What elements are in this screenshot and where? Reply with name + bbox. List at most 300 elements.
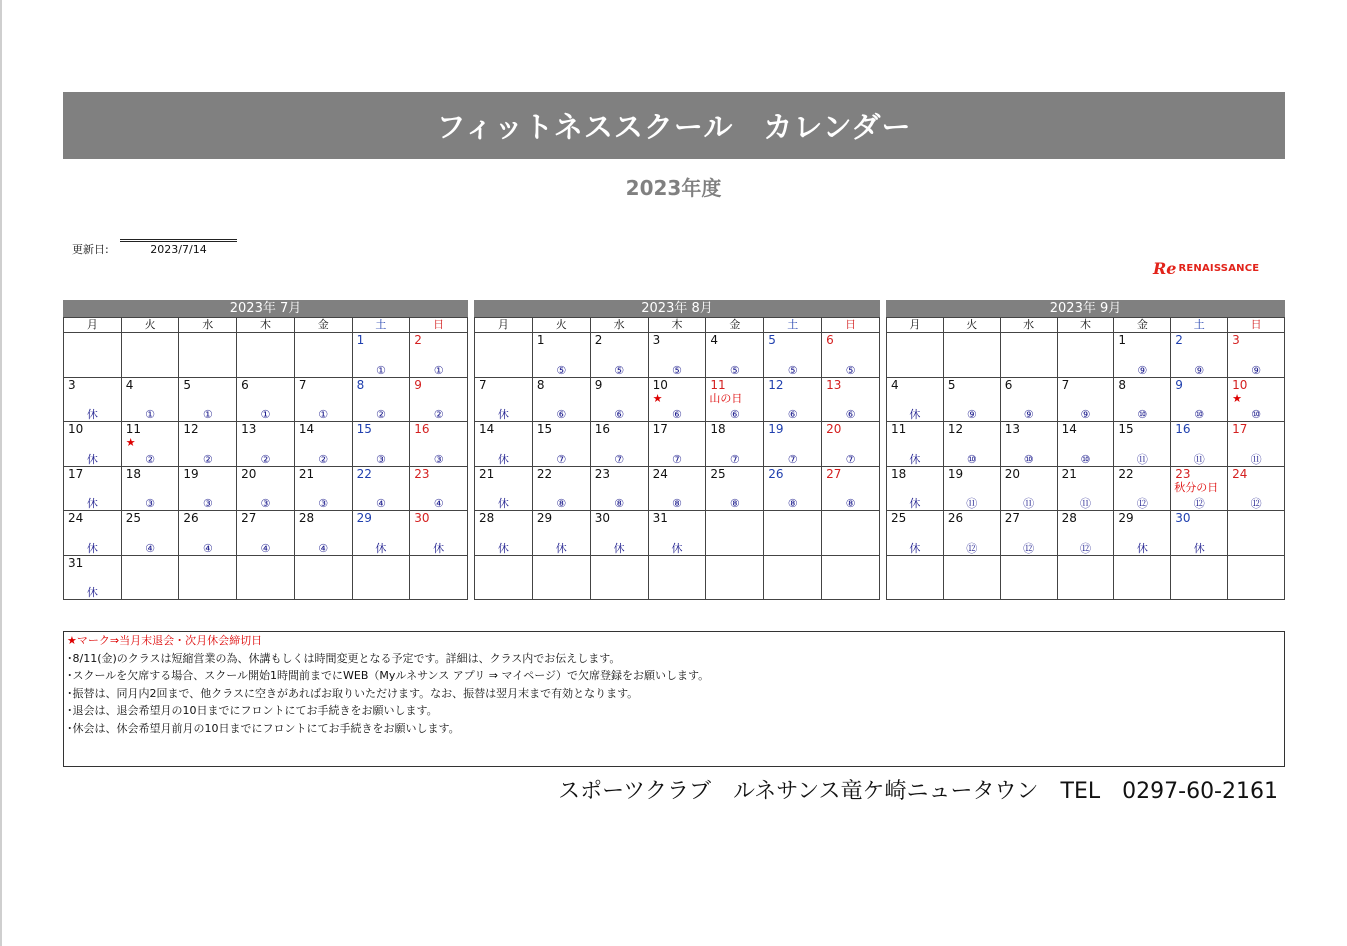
day-number: 16: [1175, 422, 1191, 436]
deadline-star-icon: ★: [652, 391, 663, 405]
day-cell: [64, 511, 122, 556]
class-mark: 休: [671, 541, 683, 555]
day-cell: [1228, 467, 1285, 512]
class-mark: ⑨: [966, 408, 977, 421]
day-number: 9: [1175, 377, 1183, 392]
day-number: 12: [768, 377, 784, 392]
class-mark: ③: [202, 497, 213, 510]
day-number: 30: [1175, 511, 1191, 525]
class-mark: ④: [433, 497, 444, 510]
weekday-header: [474, 317, 880, 333]
weekday-label: 金: [706, 318, 764, 333]
day-number: 26: [768, 466, 784, 481]
day-number: 29: [1118, 511, 1134, 525]
day-number: 27: [826, 466, 842, 481]
weekday-label: 土: [764, 318, 822, 333]
calendar-month: [474, 300, 880, 600]
day-number: 15: [1118, 422, 1134, 436]
day-number: 18: [710, 422, 726, 436]
day-cell: [179, 511, 237, 556]
day-number: 17: [1232, 422, 1248, 436]
month-grid: [63, 333, 468, 600]
day-cell: [533, 556, 591, 601]
class-mark: ②: [433, 408, 444, 421]
day-number: 6: [241, 377, 249, 392]
weekday-label: 火: [122, 318, 180, 333]
class-mark: ⑧: [729, 497, 740, 510]
day-number: 2: [414, 333, 422, 347]
day-number: 13: [241, 422, 257, 436]
day-cell: [410, 422, 468, 467]
class-mark: ⑦: [672, 452, 682, 466]
day-cell: [64, 422, 122, 467]
day-cell: [353, 378, 411, 423]
day-cell: [237, 511, 295, 556]
day-cell: [944, 422, 1001, 467]
day-number: 16: [594, 422, 610, 436]
class-mark: 休: [497, 497, 509, 510]
class-mark: 休: [375, 541, 387, 555]
class-mark: ⑦: [845, 452, 856, 466]
day-number: 27: [1004, 511, 1020, 525]
day-number: 23: [1175, 466, 1191, 481]
day-number: 7: [1061, 377, 1070, 392]
day-cell: [1114, 378, 1171, 423]
class-mark: ⑦: [556, 452, 567, 466]
day-number: 17: [652, 422, 668, 436]
class-mark: ⑤: [556, 363, 567, 377]
day-cell: [822, 378, 880, 423]
class-mark: 休: [555, 541, 567, 555]
day-number: 29: [356, 511, 372, 525]
weekday-label: 土: [1171, 318, 1228, 333]
class-mark: 休: [909, 408, 921, 421]
day-number: 28: [1061, 511, 1077, 525]
class-mark: ③: [433, 452, 444, 466]
class-mark: ⑩: [1023, 452, 1034, 466]
day-cell: [1001, 511, 1058, 556]
day-number: 23: [594, 466, 610, 481]
class-mark: ⑧: [672, 497, 682, 510]
day-cell: [706, 467, 764, 512]
weekday-label: 水: [1001, 318, 1058, 333]
weekday-label: 月: [887, 318, 944, 333]
calendar-month: [886, 300, 1285, 600]
day-cell: [822, 333, 880, 378]
class-mark: ⑤: [672, 363, 682, 377]
day-cell: [887, 422, 944, 467]
day-cell: [533, 422, 591, 467]
class-mark: ⑫: [1250, 497, 1262, 510]
day-cell: [179, 378, 237, 423]
day-cell: [353, 422, 411, 467]
day-cell: [410, 556, 468, 601]
class-mark: ⑪: [966, 497, 978, 510]
day-cell: [1058, 556, 1115, 601]
day-cell: [122, 511, 180, 556]
day-number: 11: [125, 422, 141, 436]
class-mark: 休: [1136, 541, 1148, 555]
day-cell: [944, 511, 1001, 556]
month-title: 2023年 7月: [63, 300, 468, 317]
weekday-label: 土: [353, 318, 411, 333]
class-mark: ⑪: [1023, 497, 1035, 510]
day-number: 1: [1118, 333, 1127, 347]
day-cell: [822, 422, 880, 467]
day-number: 7: [298, 377, 307, 392]
class-mark: 休: [497, 541, 509, 555]
day-cell: [591, 378, 649, 423]
day-number: 23: [414, 466, 430, 481]
day-cell: [122, 422, 180, 467]
day-cell: [706, 556, 764, 601]
class-mark: ④: [375, 497, 386, 510]
class-mark: 休: [86, 497, 98, 510]
day-cell: [295, 511, 353, 556]
day-cell: [353, 467, 411, 512]
deadline-star-icon: ★: [125, 436, 136, 449]
day-number: 29: [536, 511, 553, 525]
day-number: 10: [652, 377, 668, 392]
page-edge: [0, 0, 2, 946]
day-cell: [944, 378, 1001, 423]
day-cell: [764, 467, 822, 512]
day-cell: [822, 556, 880, 601]
day-cell: [122, 467, 180, 512]
day-number: 28: [298, 511, 315, 525]
day-cell: [944, 556, 1001, 601]
note-line: ･退会は、退会希望月の10日までにフロントにてお手続きをお願いします。: [67, 704, 438, 718]
day-cell: [591, 511, 649, 556]
day-number: 19: [768, 422, 784, 436]
day-number: 18: [125, 466, 141, 481]
class-mark: 休: [86, 452, 98, 466]
class-mark: ②: [260, 452, 271, 466]
day-cell: [353, 556, 411, 601]
note-line: ･休会は、休会希望月前月の10日までにフロントにてお手続きをお願いします。: [67, 721, 460, 735]
class-mark: ⑫: [966, 541, 978, 555]
day-number: 8: [536, 377, 545, 392]
class-mark: ①: [318, 408, 329, 421]
class-mark: ③: [145, 497, 155, 510]
day-number: 24: [652, 466, 668, 481]
month-title: 2023年 9月: [886, 300, 1285, 317]
day-cell: [1001, 378, 1058, 423]
class-mark: ④: [145, 541, 155, 555]
weekday-label: 木: [649, 318, 707, 333]
day-cell: [122, 333, 180, 378]
day-number: 26: [183, 511, 199, 525]
day-cell: [1228, 511, 1285, 556]
renaissance-logo: [1153, 259, 1259, 278]
weekday-label: 水: [591, 318, 649, 333]
day-cell: [649, 333, 707, 378]
class-mark: ⑤: [729, 363, 740, 377]
day-number: 6: [826, 333, 834, 347]
holiday-label: 山の日: [709, 391, 743, 405]
day-cell: [179, 467, 237, 512]
day-cell: [944, 333, 1001, 378]
weekday-label: 月: [475, 318, 533, 333]
day-number: 20: [1004, 466, 1020, 481]
day-cell: [764, 333, 822, 378]
class-mark: ⑥: [845, 408, 856, 421]
weekday-label: 月: [64, 318, 122, 333]
day-cell: [237, 378, 295, 423]
class-mark: ⑧: [787, 497, 798, 510]
class-mark: ⑤: [787, 363, 798, 377]
day-cell: [179, 422, 237, 467]
day-number: 6: [1004, 377, 1013, 392]
star-note: ★マーク⇒当月末退会・次月休会締切日: [67, 634, 263, 647]
day-cell: [1171, 333, 1228, 378]
day-number: 1: [536, 333, 545, 347]
day-number: 5: [768, 333, 776, 347]
day-cell: [1058, 333, 1115, 378]
class-mark: ①: [260, 408, 271, 421]
class-mark: ③: [375, 452, 386, 466]
day-cell: [706, 511, 764, 556]
class-mark: ⑨: [1251, 363, 1261, 377]
day-number: 18: [891, 466, 907, 481]
day-number: 13: [1004, 422, 1020, 436]
day-number: 30: [414, 511, 430, 525]
day-cell: [1114, 467, 1171, 512]
day-cell: [591, 422, 649, 467]
day-number: 21: [298, 466, 315, 481]
day-number: 3: [68, 377, 76, 392]
weekday-label: 金: [295, 318, 353, 333]
class-mark: 休: [613, 541, 625, 555]
class-mark: ⑨: [1080, 408, 1091, 421]
day-cell: [237, 467, 295, 512]
class-mark: ⑪: [1079, 497, 1091, 510]
day-number: 20: [241, 466, 257, 481]
class-mark: ⑪: [1136, 452, 1148, 466]
class-mark: 休: [86, 408, 98, 421]
class-mark: 休: [86, 586, 98, 599]
day-cell: [1001, 422, 1058, 467]
day-number: 28: [479, 511, 495, 525]
day-cell: [1058, 467, 1115, 512]
day-number: 21: [1061, 466, 1077, 481]
day-cell: [295, 467, 353, 512]
day-cell: [410, 511, 468, 556]
day-cell: [237, 422, 295, 467]
day-cell: [295, 333, 353, 378]
weekday-label: 日: [410, 318, 468, 333]
day-cell: [353, 333, 411, 378]
class-mark: ④: [202, 541, 213, 555]
day-cell: [591, 333, 649, 378]
day-number: 15: [536, 422, 553, 436]
day-cell: [887, 511, 944, 556]
day-number: 22: [356, 466, 372, 481]
class-mark: ⑥: [787, 408, 798, 421]
day-cell: [1058, 511, 1115, 556]
class-mark: ⑪: [1193, 452, 1205, 466]
month-grid: [474, 333, 880, 600]
day-cell: [533, 378, 591, 423]
day-number: 30: [594, 511, 610, 525]
class-mark: ⑨: [1194, 363, 1205, 377]
day-cell: [295, 556, 353, 601]
day-cell: [649, 511, 707, 556]
class-mark: ⑫: [1023, 541, 1035, 555]
day-cell: [122, 378, 180, 423]
note-line: ･振替は、同月内2回まで、他クラスに空きがあればお取りいただけます。なお、振替は翌月末まで有効となります。: [67, 686, 639, 700]
class-mark: ⑧: [614, 497, 625, 510]
day-cell: [1171, 511, 1228, 556]
class-mark: ⑥: [556, 408, 567, 421]
day-cell: [822, 467, 880, 512]
class-mark: ⑦: [614, 452, 625, 466]
class-mark: 休: [433, 541, 445, 555]
note-line: ･8/11(金)のクラスは短縮営業の為、休講もしくは時間変更となる予定です。詳細は、クラス内でお伝えします。: [67, 651, 621, 665]
weekday-label: 火: [944, 318, 1001, 333]
day-number: 16: [414, 422, 430, 436]
day-cell: [475, 378, 533, 423]
class-mark: 休: [909, 541, 921, 555]
day-number: 31: [68, 555, 84, 570]
day-number: 25: [125, 511, 141, 525]
class-mark: ③: [318, 497, 329, 510]
day-number: 5: [183, 377, 192, 392]
class-mark: 休: [86, 541, 98, 555]
day-cell: [1228, 556, 1285, 601]
class-mark: ⑫: [1193, 497, 1205, 510]
weekday-label: 日: [822, 318, 880, 333]
day-cell: [1058, 422, 1115, 467]
updated-date: 2023/7/14: [120, 239, 237, 256]
class-mark: ⑩: [1194, 408, 1205, 421]
page-title: フィットネススクール カレンダー: [436, 110, 912, 144]
day-cell: [887, 333, 944, 378]
day-cell: [764, 422, 822, 467]
day-cell: [410, 467, 468, 512]
day-number: 14: [298, 422, 315, 436]
calendar-month: [63, 300, 468, 600]
class-mark: ①: [433, 363, 444, 377]
day-cell: [706, 378, 764, 423]
day-cell: [706, 333, 764, 378]
day-number: 7: [479, 377, 487, 392]
day-number: 8: [1118, 377, 1127, 392]
class-mark: ⑤: [614, 363, 625, 377]
class-mark: ⑩: [966, 452, 977, 466]
day-number: 22: [536, 466, 553, 481]
day-cell: [410, 378, 468, 423]
day-number: 25: [891, 511, 907, 525]
weekday-label: 火: [533, 318, 591, 333]
day-cell: [64, 467, 122, 512]
day-cell: [64, 556, 122, 601]
month-grid: [886, 333, 1285, 600]
day-cell: [764, 556, 822, 601]
weekday-label: 日: [1228, 318, 1285, 333]
day-cell: [475, 556, 533, 601]
month-title: 2023年 8月: [474, 300, 880, 317]
weekday-header: [63, 317, 468, 333]
day-cell: [764, 511, 822, 556]
day-number: 8: [356, 377, 365, 392]
day-cell: [533, 333, 591, 378]
day-number: 25: [710, 466, 726, 481]
day-number: 10: [68, 422, 84, 436]
day-cell: [295, 378, 353, 423]
day-cell: [1171, 467, 1228, 512]
day-cell: [1114, 556, 1171, 601]
day-number: 19: [183, 466, 199, 481]
day-cell: [1171, 422, 1228, 467]
class-mark: ①: [202, 408, 213, 421]
day-cell: [649, 378, 707, 423]
class-mark: ⑥: [729, 408, 740, 421]
class-mark: ④: [260, 541, 271, 555]
day-number: 2: [1175, 333, 1183, 347]
day-number: 24: [68, 511, 84, 525]
day-cell: [1114, 422, 1171, 467]
class-mark: ⑨: [1137, 363, 1148, 377]
notes-box: [63, 631, 1285, 767]
day-cell: [706, 422, 764, 467]
day-cell: [764, 378, 822, 423]
day-cell: [1114, 511, 1171, 556]
class-mark: ⑤: [845, 363, 856, 377]
club-contact: スポーツクラブ ルネサンス竜ケ崎ニュータウン TEL 0297-60-2161: [558, 779, 1278, 804]
day-cell: [475, 422, 533, 467]
day-number: 3: [652, 333, 661, 347]
weekday-label: 木: [237, 318, 295, 333]
day-cell: [179, 333, 237, 378]
class-mark: 休: [497, 452, 509, 466]
day-number: 31: [652, 511, 668, 525]
weekday-label: 木: [1058, 318, 1115, 333]
day-number: 9: [414, 377, 422, 392]
day-number: 5: [947, 377, 956, 392]
class-mark: ⑥: [614, 408, 625, 421]
day-cell: [475, 511, 533, 556]
day-cell: [649, 556, 707, 601]
class-mark: ⑧: [845, 497, 856, 510]
day-cell: [237, 556, 295, 601]
weekday-label: 水: [179, 318, 237, 333]
day-cell: [179, 556, 237, 601]
day-number: 15: [356, 422, 372, 436]
day-cell: [822, 511, 880, 556]
day-cell: [533, 511, 591, 556]
day-number: 3: [1232, 333, 1240, 347]
day-cell: [122, 556, 180, 601]
day-number: 27: [241, 511, 257, 525]
class-mark: ⑦: [729, 452, 740, 466]
day-number: 9: [594, 377, 603, 392]
class-mark: ⑥: [672, 408, 682, 421]
day-cell: [887, 378, 944, 423]
class-mark: ②: [318, 452, 329, 466]
day-number: 12: [183, 422, 199, 436]
weekday-label: 金: [1114, 318, 1171, 333]
day-cell: [1001, 467, 1058, 512]
note-line: ･スクールを欠席する場合、スクール開始1時間前までにWEB（Myルネサンス アプリ ⇒ マイページ）で欠席登録をお願いします。: [67, 669, 710, 683]
updated-label: 更新日:: [72, 243, 109, 256]
class-mark: ②: [145, 452, 155, 466]
day-number: 2: [594, 333, 603, 347]
day-number: 14: [479, 422, 495, 436]
day-number: 13: [826, 377, 842, 392]
day-number: 20: [826, 422, 842, 436]
day-cell: [353, 511, 411, 556]
